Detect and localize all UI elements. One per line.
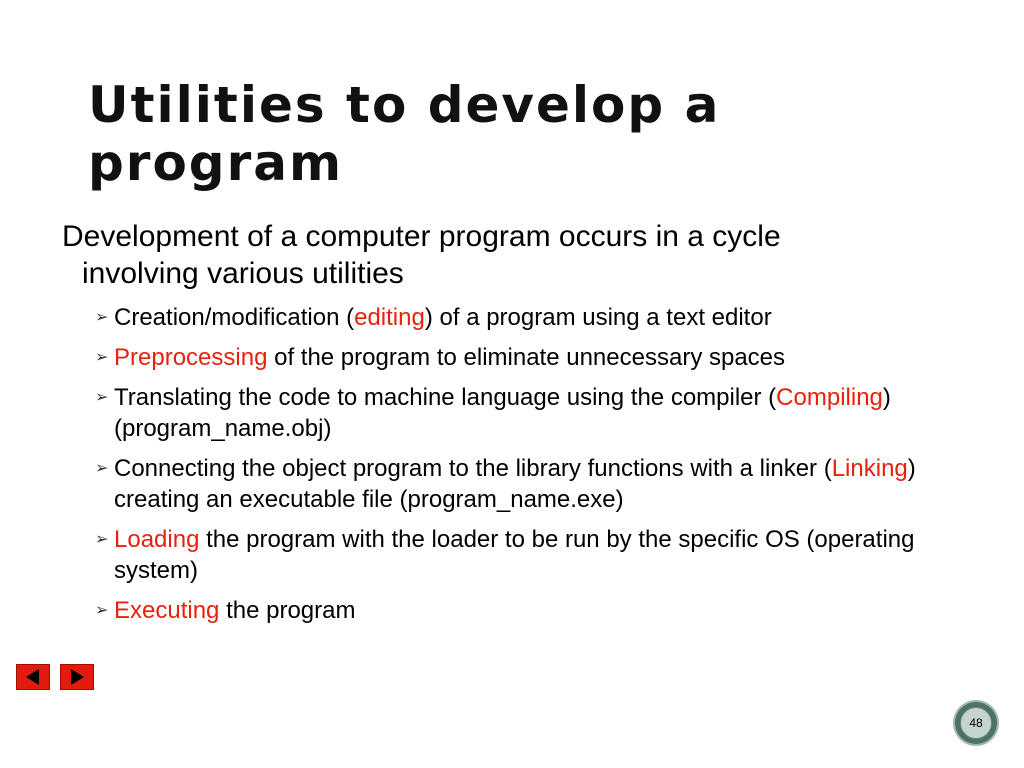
highlight-term: Preprocessing (114, 344, 268, 371)
previous-slide-button[interactable] (16, 664, 50, 690)
bullet-text: ) of a program using a text editor (424, 304, 772, 331)
bullet-arrow-icon: ➢ (95, 602, 109, 619)
bullet-text: ) creating an executable file (program_name.exe) (114, 455, 916, 513)
highlight-term: Linking (831, 455, 908, 482)
page-number-badge (955, 702, 997, 744)
bullet-text: of the program to eliminate unnecessary spaces (267, 344, 786, 371)
highlight-term: editing (354, 304, 425, 331)
bullet-arrow-icon: ➢ (95, 389, 109, 406)
bullet-item-compiling (95, 382, 965, 444)
bullet-item-editing (95, 302, 965, 333)
bullet-text: Translating the code to machine language using the compiler ( (114, 384, 777, 411)
bullet-arrow-icon: ➢ (95, 460, 109, 477)
page-number: 48 (960, 707, 992, 739)
triangle-left-icon (17, 665, 49, 689)
bullet-text: the program (219, 597, 356, 624)
lead-paragraph (62, 218, 962, 292)
bullet-arrow-icon: ➢ (95, 531, 109, 548)
highlight-term: Executing (114, 597, 220, 624)
triangle-right-icon (61, 665, 93, 689)
lead-line-2: involving various utilities (82, 257, 404, 290)
bullet-text: )(program_name.obj) (114, 384, 891, 442)
bullet-arrow-icon: ➢ (95, 309, 109, 326)
bullet-arrow-icon: ➢ (95, 349, 109, 366)
next-slide-button[interactable] (60, 664, 94, 690)
bullet-text: the program with the loader to be run by the specific OS (operating system) (114, 526, 915, 584)
bullet-list (95, 302, 965, 635)
bullet-item-executing (95, 595, 965, 626)
bullet-item-preprocessing (95, 342, 965, 373)
slide-title: Utilities to develop a program (88, 76, 721, 192)
bullet-text: Creation/modification ( (114, 304, 355, 331)
bullet-text: Connecting the object program to the library functions with a linker ( (114, 455, 832, 482)
bullet-item-loading (95, 524, 965, 586)
bullet-item-linking (95, 453, 965, 515)
lead-line-1: Development of a computer program occurs in a cycle (62, 220, 781, 253)
highlight-term: Compiling (776, 384, 883, 411)
highlight-term: Loading (114, 526, 200, 553)
